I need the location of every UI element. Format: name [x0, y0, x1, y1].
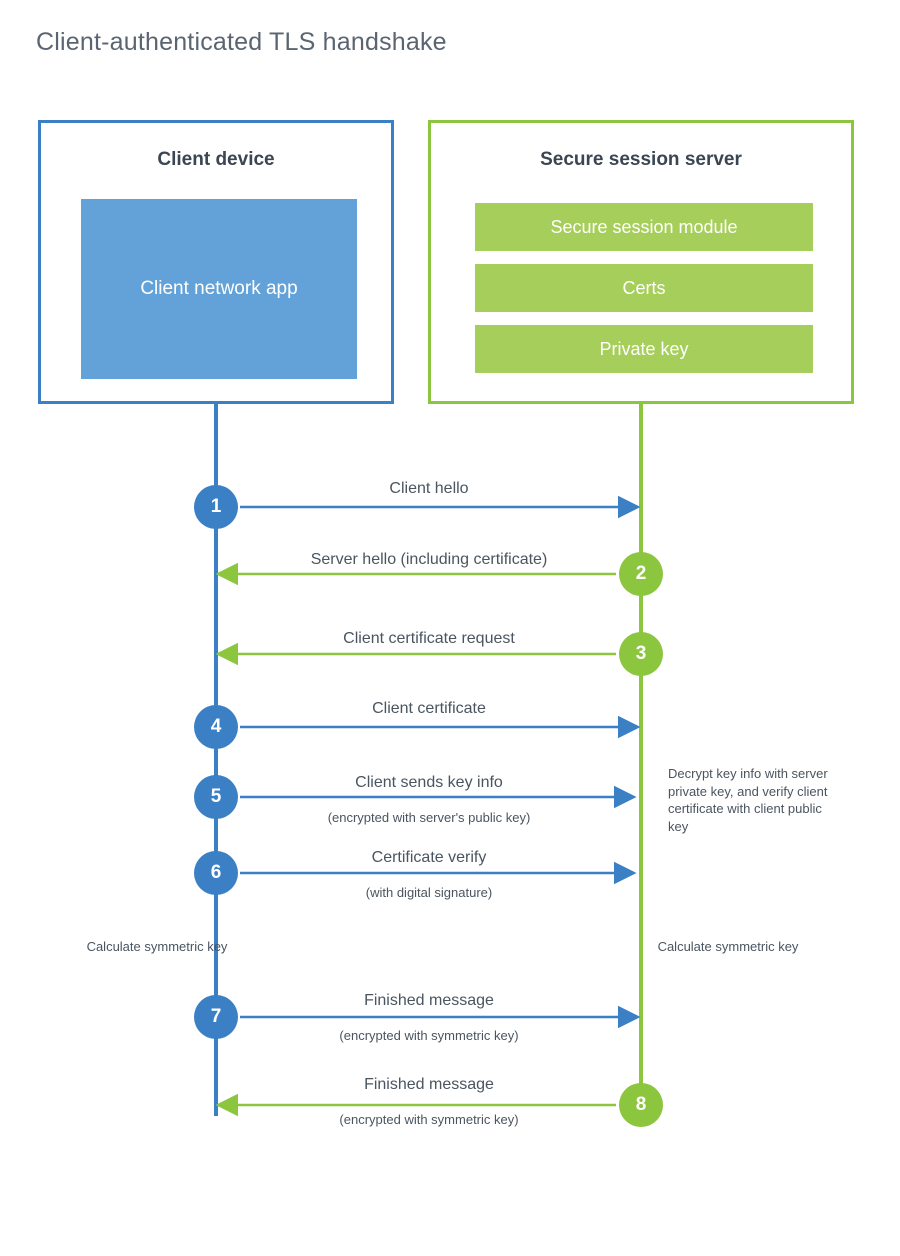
step-badge-6[interactable]: 6 — [194, 851, 238, 895]
note-client-calculate-symmetric-key: Calculate symmetric key — [86, 939, 228, 954]
note-server-calculate-symmetric-key: Calculate symmetric key — [657, 939, 799, 954]
step-badge-2[interactable]: 2 — [619, 552, 663, 596]
secure-session-server-title: Secure session server — [540, 149, 742, 170]
step-badge-8[interactable]: 8 — [619, 1083, 663, 1127]
server-lifeline — [639, 404, 643, 1106]
message-sublabel-8: (encrypted with symmetric key) — [339, 1112, 519, 1127]
message-label-6: Certificate verify — [371, 849, 487, 866]
server-block-certs: Certs — [475, 264, 813, 312]
server-block-secure-session-module: Secure session module — [475, 203, 813, 251]
message-label-1: Client hello — [389, 480, 469, 497]
client-device-box — [38, 120, 394, 404]
message-sublabel-5: (encrypted with server's public key) — [327, 810, 531, 825]
step-badge-1[interactable]: 1 — [194, 485, 238, 529]
step-badge-5[interactable]: 5 — [194, 775, 238, 819]
message-sublabel-7: (encrypted with symmetric key) — [339, 1028, 519, 1043]
page-title: Client-authenticated TLS handshake — [36, 28, 447, 56]
message-label-8: Finished message — [364, 1076, 494, 1093]
client-network-app-block: Client network app — [81, 199, 357, 379]
step-badge-7[interactable]: 7 — [194, 995, 238, 1039]
client-device-title: Client device — [157, 149, 275, 170]
secure-session-server-box — [428, 120, 854, 404]
step-badge-3[interactable]: 3 — [619, 632, 663, 676]
message-label-7: Finished message — [364, 992, 494, 1009]
server-block-private-key: Private key — [475, 325, 813, 373]
step-badge-4[interactable]: 4 — [194, 705, 238, 749]
note-server-decrypt: Decrypt key info with server private key, and verify client certificate with client public key — [668, 766, 828, 834]
message-sublabel-6: (with digital signature) — [365, 885, 493, 900]
message-label-5: Client sends key info — [355, 774, 503, 791]
message-label-3: Client certificate request — [343, 630, 515, 647]
message-label-4: Client certificate — [372, 700, 486, 717]
message-label-2: Server hello (including certificate) — [310, 551, 548, 568]
